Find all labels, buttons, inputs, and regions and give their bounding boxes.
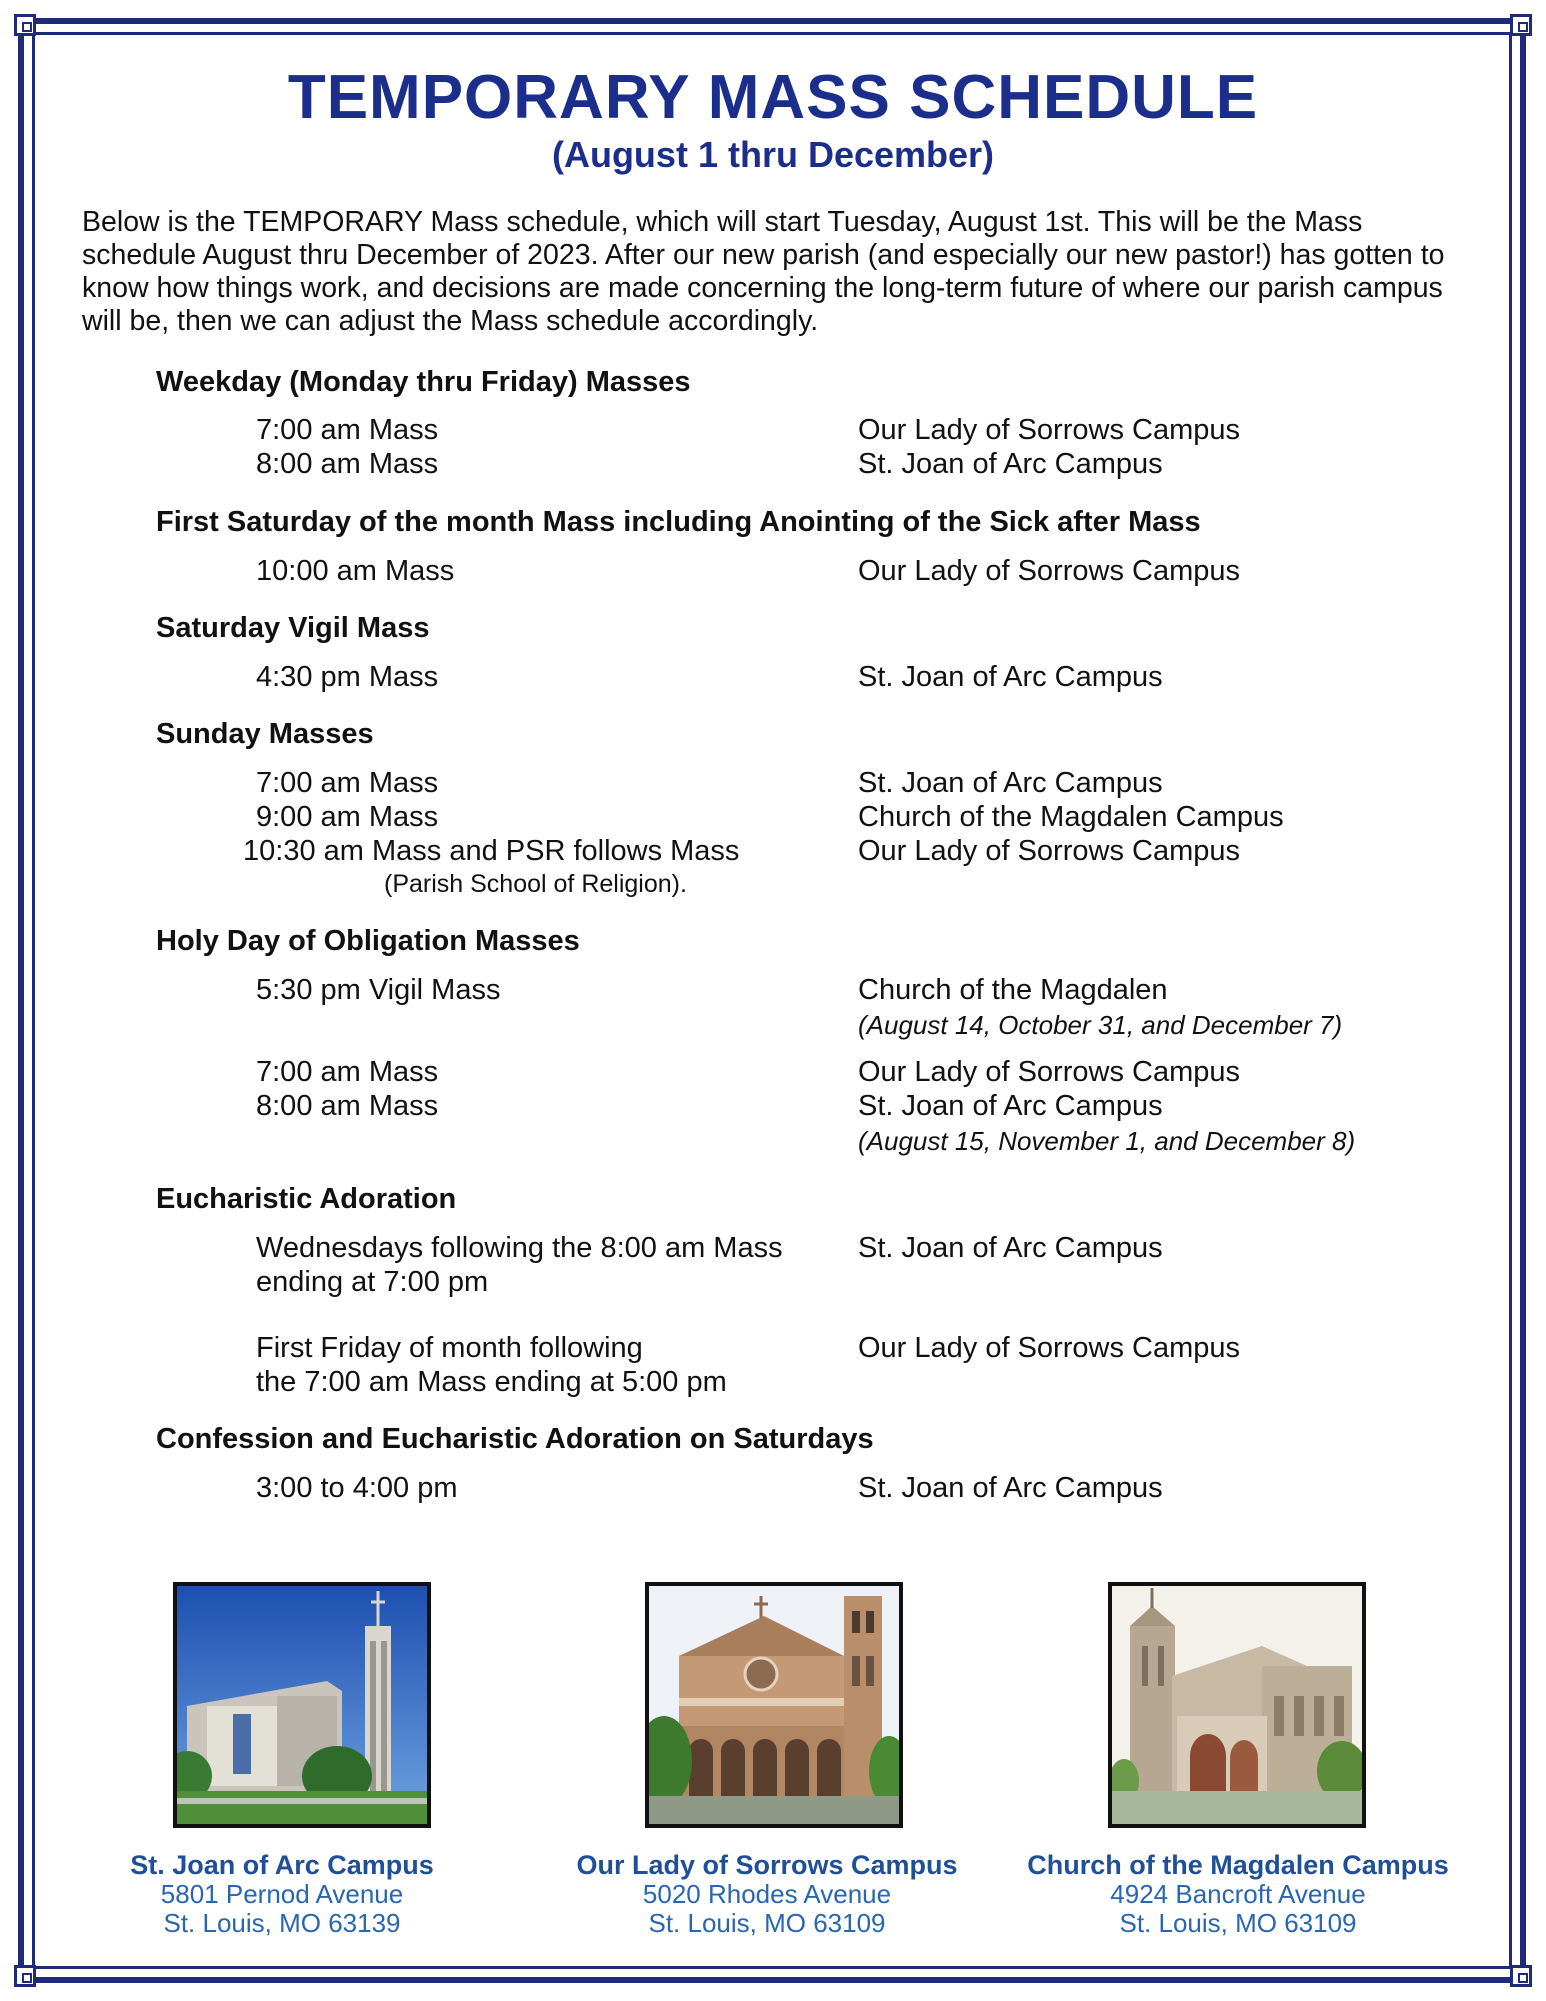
- adoration-fri-line-2: the 7:00 am Mass ending at 5:00 pm: [256, 1366, 727, 1398]
- section-heading-weekday: Weekday (Monday thru Friday) Masses: [156, 366, 691, 398]
- church-of-the-magdalen-photo: [1108, 1582, 1366, 1828]
- first-saturday-time: 10:00 am Mass: [256, 555, 455, 587]
- holy-day-location-2: St. Joan of Arc Campus: [858, 1090, 1163, 1122]
- campus-caption-our-lady: [517, 1850, 1017, 1938]
- st-joan-of-arc-photo: [173, 1582, 431, 1828]
- campus-caption-st-joan: [32, 1850, 532, 1938]
- confession-location: St. Joan of Arc Campus: [858, 1472, 1163, 1504]
- corner-ornament-top-right: [1510, 14, 1532, 36]
- weekday-time-1: 7:00 am Mass: [256, 414, 439, 446]
- sunday-time-3: 10:30 am Mass and PSR follows Mass: [243, 835, 740, 867]
- page-title: TEMPORARY MASS SCHEDULE: [287, 63, 1259, 132]
- holy-day-vigil-time: 5:30 pm Vigil Mass: [256, 974, 501, 1006]
- holy-day-location-1: Our Lady of Sorrows Campus: [858, 1056, 1240, 1088]
- page-subtitle: (August 1 thru December): [551, 134, 995, 175]
- corner-ornament-bottom-right: [1510, 1965, 1532, 1987]
- sunday-time-2: 9:00 am Mass: [256, 801, 439, 833]
- adoration-wed-location: St. Joan of Arc Campus: [858, 1232, 1163, 1264]
- campus-street: 5020 Rhodes Avenue: [642, 1879, 892, 1909]
- section-heading-confession: Confession and Eucharistic Adoration on Saturdays: [156, 1423, 874, 1455]
- section-heading-first-saturday: First Saturday of the month Mass including Anointing of the Sick after Mass: [156, 506, 1201, 538]
- section-heading-sunday: Sunday Masses: [156, 718, 374, 750]
- sunday-location-2: Church of the Magdalen Campus: [858, 801, 1284, 833]
- campus-city: St. Louis, MO 63109: [648, 1908, 886, 1938]
- weekday-time-2: 8:00 am Mass: [256, 448, 439, 480]
- campus-caption-magdalen: [988, 1850, 1488, 1938]
- holy-day-time-1: 7:00 am Mass: [256, 1056, 439, 1088]
- adoration-wed-line-2: ending at 7:00 pm: [256, 1266, 489, 1298]
- sunday-time-1: 7:00 am Mass: [256, 767, 439, 799]
- campus-name: Church of the Magdalen Campus: [1027, 1850, 1449, 1880]
- adoration-fri-line-1: First Friday of month following: [256, 1332, 643, 1364]
- holy-day-time-2: 8:00 am Mass: [256, 1090, 439, 1122]
- campus-city: St. Louis, MO 63139: [163, 1908, 401, 1938]
- holy-day-vigil-dates: (August 14, October 31, and December 7): [858, 1010, 1343, 1040]
- holy-day-vigil-location: Church of the Magdalen: [858, 974, 1168, 1006]
- first-saturday-location: Our Lady of Sorrows Campus: [858, 555, 1240, 587]
- vigil-time: 4:30 pm Mass: [256, 661, 439, 693]
- confession-time: 3:00 to 4:00 pm: [256, 1472, 458, 1504]
- campus-name: St. Joan of Arc Campus: [130, 1850, 434, 1880]
- section-heading-vigil: Saturday Vigil Mass: [156, 612, 430, 644]
- adoration-fri-location: Our Lady of Sorrows Campus: [858, 1332, 1240, 1364]
- adoration-wed-line-1: Wednesdays following the 8:00 am Mass: [256, 1232, 783, 1264]
- our-lady-of-sorrows-photo: [645, 1582, 903, 1828]
- psr-note: (Parish School of Religion).: [384, 870, 687, 898]
- campus-name: Our Lady of Sorrows Campus: [576, 1850, 958, 1880]
- vigil-location: St. Joan of Arc Campus: [858, 661, 1163, 693]
- corner-ornament-top-left: [14, 14, 36, 36]
- weekday-location-2: St. Joan of Arc Campus: [858, 448, 1163, 480]
- campus-street: 4924 Bancroft Avenue: [1110, 1879, 1366, 1909]
- section-heading-holy-day: Holy Day of Obligation Masses: [156, 925, 580, 957]
- sunday-location-3: Our Lady of Sorrows Campus: [858, 835, 1240, 867]
- campus-street: 5801 Pernod Avenue: [160, 1879, 404, 1909]
- holy-day-dates: (August 15, November 1, and December 8): [858, 1126, 1356, 1156]
- weekday-location-1: Our Lady of Sorrows Campus: [858, 414, 1240, 446]
- corner-ornament-bottom-left: [14, 1965, 36, 1987]
- sunday-location-1: St. Joan of Arc Campus: [858, 767, 1163, 799]
- section-heading-adoration: Eucharistic Adoration: [156, 1183, 457, 1215]
- intro-paragraph: Below is the TEMPORARY Mass schedule, which will start Tuesday, August 1st. This will be the Mass schedule August thru December of 2023. After our new parish (and especially our new pastor!) has gotten to know how things work, and decisions are made concerning the long-term future of where our parish campus will be, then we can adjust the Mass schedule accordingly.: [82, 206, 1445, 337]
- campus-city: St. Louis, MO 63109: [1119, 1908, 1357, 1938]
